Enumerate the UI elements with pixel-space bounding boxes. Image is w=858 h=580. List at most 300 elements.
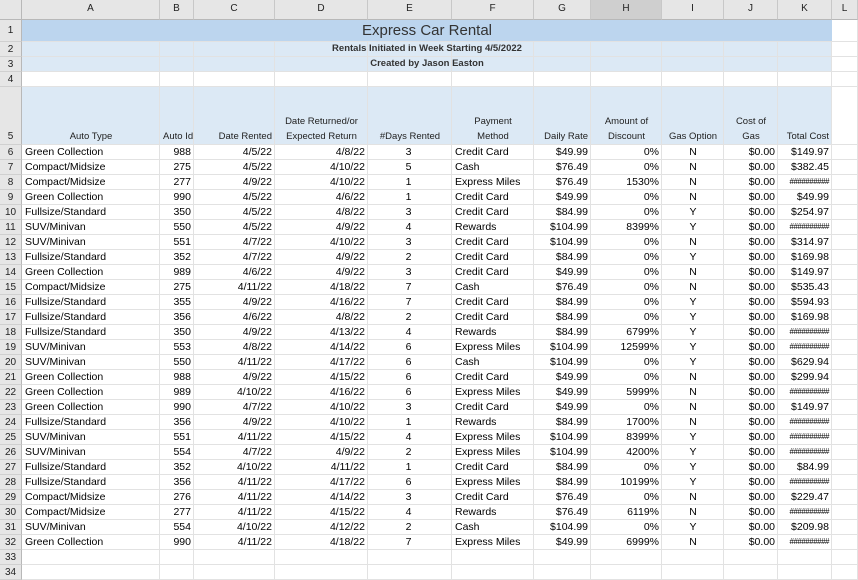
cell-cost-of-gas[interactable]: $0.00 — [748, 221, 775, 233]
cell[interactable] — [832, 20, 858, 42]
cell-gas-option[interactable]: N — [689, 371, 697, 383]
cell[interactable] — [832, 175, 858, 190]
cell-date-returned[interactable]: 4/9/22 — [335, 266, 365, 278]
cell-daily-rate[interactable]: $49.99 — [555, 371, 588, 383]
cell-daily-rate[interactable]: $84.99 — [555, 326, 588, 338]
cell-total-cost[interactable]: $229.47 — [791, 491, 829, 503]
row-header-6[interactable]: 6 — [0, 145, 22, 160]
cell[interactable] — [832, 295, 858, 310]
cell-discount[interactable]: 6799% — [626, 326, 659, 338]
cell-discount[interactable]: 0% — [643, 161, 659, 173]
cell-auto-id[interactable]: 352 — [173, 251, 191, 263]
row-header-21[interactable]: 21 — [0, 370, 22, 385]
cell-total-cost[interactable]: ########## — [789, 417, 829, 426]
cell-date-rented[interactable]: 4/5/22 — [242, 161, 272, 173]
cell-days-rented[interactable]: 2 — [405, 446, 412, 458]
cell-auto-id[interactable]: 355 — [173, 296, 191, 308]
cell-date-rented[interactable]: 4/10/22 — [236, 461, 272, 473]
cell-daily-rate[interactable]: $49.99 — [555, 191, 588, 203]
cell-discount[interactable]: 0% — [643, 281, 659, 293]
cell-payment-method[interactable]: Rewards — [455, 416, 497, 428]
cell[interactable] — [832, 340, 858, 355]
cell-auto-id[interactable]: 550 — [173, 221, 191, 233]
cell-daily-rate[interactable]: $76.49 — [555, 161, 588, 173]
cell-auto-type[interactable]: Compact/Midsize — [25, 506, 106, 518]
cell-days-rented[interactable]: 1 — [405, 191, 412, 203]
cell[interactable] — [832, 235, 858, 250]
cell-date-returned[interactable]: 4/18/22 — [329, 281, 365, 293]
cell[interactable] — [368, 565, 452, 580]
cell-gas-option[interactable]: N — [689, 281, 697, 293]
cell[interactable] — [832, 87, 858, 145]
column-header-i[interactable]: I — [662, 0, 724, 20]
cell-days-rented[interactable]: 3 — [405, 491, 412, 503]
cell[interactable] — [160, 550, 194, 565]
row-header-34[interactable]: 34 — [0, 565, 22, 580]
cell[interactable] — [452, 72, 534, 87]
row-header-30[interactable]: 30 — [0, 505, 22, 520]
cell-cost-of-gas[interactable]: $0.00 — [748, 281, 775, 293]
cell-daily-rate[interactable]: $76.49 — [555, 506, 588, 518]
cell-daily-rate[interactable]: $104.99 — [550, 431, 588, 443]
row-header-26[interactable]: 26 — [0, 445, 22, 460]
cell-gas-option[interactable]: Y — [689, 446, 697, 458]
cell-date-returned[interactable]: 4/9/22 — [335, 446, 365, 458]
cell-gas-option[interactable]: N — [689, 386, 697, 398]
row-header-22[interactable]: 22 — [0, 385, 22, 400]
cell-days-rented[interactable]: 3 — [405, 206, 412, 218]
cell-date-rented[interactable]: 4/11/22 — [237, 536, 272, 548]
cell-auto-id[interactable]: 550 — [173, 356, 191, 368]
row-header-13[interactable]: 13 — [0, 250, 22, 265]
column-header-h[interactable]: H — [591, 0, 662, 20]
row-header-19[interactable]: 19 — [0, 340, 22, 355]
row-header-31[interactable]: 31 — [0, 520, 22, 535]
cell-total-cost[interactable]: $84.99 — [796, 461, 829, 473]
row-header-17[interactable]: 17 — [0, 310, 22, 325]
cell-auto-type[interactable]: SUV/Minivan — [25, 341, 86, 353]
cell[interactable] — [832, 475, 858, 490]
cell-daily-rate[interactable]: $104.99 — [550, 236, 588, 248]
cell-payment-method[interactable]: Credit Card — [455, 401, 509, 413]
cell-total-cost[interactable]: $149.97 — [791, 266, 829, 278]
cell-total-cost[interactable]: $149.97 — [791, 146, 829, 158]
cell-discount[interactable]: 1530% — [626, 176, 659, 188]
cell-gas-option[interactable]: Y — [689, 461, 697, 473]
cell-total-cost[interactable]: ########## — [789, 432, 829, 441]
cell-date-rented[interactable]: 4/9/22 — [242, 416, 272, 428]
cell-cost-of-gas[interactable]: $0.00 — [748, 416, 775, 428]
cell-discount[interactable]: 0% — [643, 521, 659, 533]
cell-date-rented[interactable]: 4/5/22 — [242, 191, 272, 203]
cell[interactable] — [534, 565, 591, 580]
cell-auto-id[interactable]: 990 — [173, 536, 191, 548]
cell-gas-option[interactable]: N — [689, 266, 697, 278]
cell-daily-rate[interactable]: $104.99 — [550, 221, 588, 233]
cell[interactable] — [160, 72, 194, 87]
cell-auto-id[interactable]: 350 — [173, 206, 191, 218]
column-header-b[interactable]: B — [160, 0, 194, 20]
row-header-29[interactable]: 29 — [0, 490, 22, 505]
cell-daily-rate[interactable]: $76.49 — [555, 176, 588, 188]
cell-payment-method[interactable]: Rewards — [455, 326, 497, 338]
cell-daily-rate[interactable]: $49.99 — [555, 146, 588, 158]
cell-date-rented[interactable]: 4/7/22 — [242, 401, 272, 413]
cell-total-cost[interactable]: $629.94 — [791, 356, 829, 368]
cell-auto-type[interactable]: Compact/Midsize — [25, 281, 106, 293]
cell-discount[interactable]: 12599% — [620, 341, 659, 353]
cell-cost-of-gas[interactable]: $0.00 — [748, 326, 775, 338]
cell[interactable] — [832, 310, 858, 325]
cell-auto-type[interactable]: Fullsize/Standard — [25, 461, 107, 473]
cell-date-returned[interactable]: 4/14/22 — [329, 341, 365, 353]
cell-cost-of-gas[interactable]: $0.00 — [748, 191, 775, 203]
cell-gas-option[interactable]: Y — [689, 206, 697, 218]
cell-total-cost[interactable]: $209.98 — [791, 521, 829, 533]
cell-date-rented[interactable]: 4/11/22 — [237, 356, 272, 368]
cell[interactable] — [832, 355, 858, 370]
cell[interactable] — [832, 325, 858, 340]
cell-date-returned[interactable]: 4/9/22 — [335, 221, 365, 233]
cell-auto-id[interactable]: 989 — [173, 386, 191, 398]
row-header-23[interactable]: 23 — [0, 400, 22, 415]
cell-days-rented[interactable]: 6 — [405, 476, 412, 488]
cell-date-returned[interactable]: 4/8/22 — [335, 146, 365, 158]
cell-cost-of-gas[interactable]: $0.00 — [748, 296, 775, 308]
cell[interactable] — [452, 565, 534, 580]
column-header-l[interactable]: L — [832, 0, 858, 20]
cell-gas-option[interactable]: Y — [689, 251, 697, 263]
cell-payment-method[interactable]: Credit Card — [455, 371, 509, 383]
cell[interactable] — [832, 57, 858, 72]
cell-date-returned[interactable]: 4/16/22 — [329, 386, 365, 398]
row-header-20[interactable]: 20 — [0, 355, 22, 370]
cell-total-cost[interactable]: $382.45 — [791, 161, 829, 173]
cell-cost-of-gas[interactable]: $0.00 — [748, 371, 775, 383]
cell-total-cost[interactable]: ########## — [789, 477, 829, 486]
cell-daily-rate[interactable]: $104.99 — [550, 341, 588, 353]
cell-cost-of-gas[interactable]: $0.00 — [748, 401, 775, 413]
cell-auto-id[interactable]: 551 — [173, 431, 191, 443]
cell-cost-of-gas[interactable]: $0.00 — [748, 521, 775, 533]
cell-auto-id[interactable]: 277 — [173, 176, 191, 188]
cell-days-rented[interactable]: 2 — [405, 251, 412, 263]
row-header-11[interactable]: 11 — [0, 220, 22, 235]
cell-total-cost[interactable]: ########## — [789, 222, 829, 231]
cell[interactable] — [368, 550, 452, 565]
cell-daily-rate[interactable]: $84.99 — [555, 296, 588, 308]
cell-discount[interactable]: 8399% — [626, 431, 659, 443]
cell-date-returned[interactable]: 4/15/22 — [329, 371, 365, 383]
cell-cost-of-gas[interactable]: $0.00 — [748, 446, 775, 458]
cell-date-rented[interactable]: 4/8/22 — [242, 341, 272, 353]
cell-payment-method[interactable]: Express Miles — [455, 446, 521, 458]
cell[interactable] — [832, 400, 858, 415]
cell-daily-rate[interactable]: $49.99 — [555, 266, 588, 278]
cell-days-rented[interactable]: 6 — [405, 356, 412, 368]
cell-auto-id[interactable]: 990 — [173, 191, 191, 203]
cell[interactable] — [832, 490, 858, 505]
cell-discount[interactable]: 0% — [643, 491, 659, 503]
cell-days-rented[interactable]: 4 — [405, 221, 412, 233]
cell-cost-of-gas[interactable]: $0.00 — [748, 341, 775, 353]
cell-total-cost[interactable]: $594.93 — [791, 296, 829, 308]
cell-gas-option[interactable]: N — [689, 536, 697, 548]
cell-total-cost[interactable]: $149.97 — [791, 401, 829, 413]
cell-total-cost[interactable]: $169.98 — [791, 311, 829, 323]
cell-auto-type[interactable]: Fullsize/Standard — [25, 251, 107, 263]
cell-auto-id[interactable]: 989 — [173, 266, 191, 278]
cell[interactable] — [534, 72, 591, 87]
cell[interactable] — [22, 72, 160, 87]
cell-cost-of-gas[interactable]: $0.00 — [748, 491, 775, 503]
cell-daily-rate[interactable]: $104.99 — [550, 356, 588, 368]
cell[interactable] — [724, 72, 778, 87]
cell-gas-option[interactable]: N — [689, 236, 697, 248]
cell[interactable] — [832, 460, 858, 475]
cell-date-returned[interactable]: 4/14/22 — [329, 491, 365, 503]
cell-payment-method[interactable]: Credit Card — [455, 296, 509, 308]
cell-discount[interactable]: 0% — [643, 251, 659, 263]
cell-payment-method[interactable]: Express Miles — [455, 341, 521, 353]
cell-gas-option[interactable]: Y — [689, 521, 697, 533]
cell-auto-id[interactable]: 277 — [173, 506, 191, 518]
cell-days-rented[interactable]: 3 — [405, 401, 412, 413]
cell-discount[interactable]: 0% — [643, 461, 659, 473]
cell-auto-type[interactable]: SUV/Minivan — [25, 356, 86, 368]
cell-daily-rate[interactable]: $84.99 — [555, 251, 588, 263]
cell-cost-of-gas[interactable]: $0.00 — [748, 266, 775, 278]
cell-auto-type[interactable]: Green Collection — [25, 386, 104, 398]
cell-auto-type[interactable]: SUV/Minivan — [25, 521, 86, 533]
cell[interactable] — [832, 72, 858, 87]
cell-cost-of-gas[interactable]: $0.00 — [748, 146, 775, 158]
cell-auto-type[interactable]: Compact/Midsize — [25, 161, 106, 173]
row-header-18[interactable]: 18 — [0, 325, 22, 340]
cell-date-rented[interactable]: 4/11/22 — [237, 491, 272, 503]
select-all-corner[interactable] — [0, 0, 22, 20]
cell-discount[interactable]: 0% — [643, 266, 659, 278]
cell-payment-method[interactable]: Express Miles — [455, 536, 521, 548]
cell-date-returned[interactable]: 4/17/22 — [329, 476, 365, 488]
column-header-d[interactable]: D — [275, 0, 368, 20]
cell-daily-rate[interactable]: $84.99 — [555, 311, 588, 323]
cell-auto-type[interactable]: SUV/Minivan — [25, 446, 86, 458]
cell-date-returned[interactable]: 4/10/22 — [329, 416, 365, 428]
cell-total-cost[interactable]: ########## — [789, 387, 829, 396]
row-header-1[interactable]: 1 — [0, 20, 22, 42]
cell-gas-option[interactable]: N — [689, 191, 697, 203]
row-header-4[interactable]: 4 — [0, 72, 22, 87]
cell-auto-id[interactable]: 275 — [173, 161, 191, 173]
cell-gas-option[interactable]: Y — [689, 476, 697, 488]
cell-date-returned[interactable]: 4/10/22 — [329, 176, 365, 188]
cell-auto-id[interactable]: 352 — [173, 461, 191, 473]
cell-payment-method[interactable]: Cash — [455, 521, 480, 533]
cell[interactable] — [832, 550, 858, 565]
cell-days-rented[interactable]: 4 — [405, 326, 412, 338]
cell-payment-method[interactable]: Express Miles — [455, 431, 521, 443]
cell[interactable] — [160, 565, 194, 580]
cell-payment-method[interactable]: Express Miles — [455, 386, 521, 398]
cell-date-rented[interactable]: 4/7/22 — [242, 251, 272, 263]
cell-payment-method[interactable]: Express Miles — [455, 176, 521, 188]
cell-date-rented[interactable]: 4/11/22 — [237, 506, 272, 518]
cell-cost-of-gas[interactable]: $0.00 — [748, 176, 775, 188]
cell-cost-of-gas[interactable]: $0.00 — [748, 236, 775, 248]
cell-daily-rate[interactable]: $104.99 — [550, 521, 588, 533]
cell-discount[interactable]: 5999% — [626, 386, 659, 398]
cell-gas-option[interactable]: Y — [689, 296, 697, 308]
cell[interactable] — [832, 220, 858, 235]
column-header-k[interactable]: K — [778, 0, 832, 20]
cell-days-rented[interactable]: 1 — [405, 176, 412, 188]
cell-cost-of-gas[interactable]: $0.00 — [748, 161, 775, 173]
cell-auto-id[interactable]: 356 — [173, 311, 191, 323]
cell[interactable] — [194, 550, 275, 565]
cell-auto-type[interactable]: Compact/Midsize — [25, 491, 106, 503]
cell[interactable] — [534, 550, 591, 565]
cell-date-rented[interactable]: 4/5/22 — [242, 221, 272, 233]
cell[interactable] — [591, 565, 662, 580]
cell[interactable] — [832, 42, 858, 57]
cell[interactable] — [832, 430, 858, 445]
cell-date-rented[interactable]: 4/10/22 — [236, 521, 272, 533]
cell-gas-option[interactable]: N — [689, 146, 697, 158]
cell-days-rented[interactable]: 5 — [405, 161, 412, 173]
cell-auto-id[interactable]: 350 — [173, 326, 191, 338]
cell-daily-rate[interactable]: $84.99 — [555, 476, 588, 488]
cell[interactable] — [778, 565, 832, 580]
cell-total-cost[interactable]: ########## — [789, 177, 829, 186]
column-header-c[interactable]: C — [194, 0, 275, 20]
cell-date-returned[interactable]: 4/6/22 — [335, 191, 365, 203]
cell-date-returned[interactable]: 4/10/22 — [329, 236, 365, 248]
cell-total-cost[interactable]: $535.43 — [791, 281, 829, 293]
cell[interactable] — [832, 445, 858, 460]
column-header-j[interactable]: J — [724, 0, 778, 20]
cell-auto-id[interactable]: 990 — [173, 401, 191, 413]
cell-total-cost[interactable]: ########## — [789, 342, 829, 351]
cell-payment-method[interactable]: Cash — [455, 161, 480, 173]
cell-date-rented[interactable]: 4/5/22 — [242, 146, 272, 158]
cell-discount[interactable]: 0% — [643, 146, 659, 158]
cell-days-rented[interactable]: 6 — [405, 386, 412, 398]
cell-daily-rate[interactable]: $84.99 — [555, 416, 588, 428]
cell-date-rented[interactable]: 4/7/22 — [242, 236, 272, 248]
cell-days-rented[interactable]: 3 — [405, 266, 412, 278]
cell-payment-method[interactable]: Rewards — [455, 506, 497, 518]
cell[interactable] — [275, 72, 368, 87]
cell-cost-of-gas[interactable]: $0.00 — [748, 461, 775, 473]
cell[interactable] — [275, 550, 368, 565]
cell-gas-option[interactable]: N — [689, 506, 697, 518]
cell-total-cost[interactable]: ########## — [789, 507, 829, 516]
row-header-28[interactable]: 28 — [0, 475, 22, 490]
cell-payment-method[interactable]: Credit Card — [455, 146, 509, 158]
cell-gas-option[interactable]: N — [689, 491, 697, 503]
cell[interactable] — [22, 550, 160, 565]
cell-auto-type[interactable]: Compact/Midsize — [25, 176, 106, 188]
cell-cost-of-gas[interactable]: $0.00 — [748, 251, 775, 263]
cell-payment-method[interactable]: Credit Card — [455, 236, 509, 248]
cell-total-cost[interactable]: $314.97 — [791, 236, 829, 248]
cell-days-rented[interactable]: 4 — [405, 431, 412, 443]
cell-days-rented[interactable]: 2 — [405, 311, 412, 323]
cell-daily-rate[interactable]: $49.99 — [555, 536, 588, 548]
cell-date-rented[interactable]: 4/9/22 — [242, 176, 272, 188]
row-header-25[interactable]: 25 — [0, 430, 22, 445]
cell-days-rented[interactable]: 4 — [405, 506, 412, 518]
cell-date-returned[interactable]: 4/8/22 — [335, 206, 365, 218]
cell-date-returned[interactable]: 4/10/22 — [329, 401, 365, 413]
cell[interactable] — [832, 385, 858, 400]
cell-discount[interactable]: 10199% — [620, 476, 659, 488]
cell-total-cost[interactable]: ########## — [789, 447, 829, 456]
cell[interactable] — [832, 265, 858, 280]
cell[interactable] — [662, 565, 724, 580]
cell-discount[interactable]: 1700% — [626, 416, 659, 428]
cell-gas-option[interactable]: N — [689, 401, 697, 413]
cell-cost-of-gas[interactable]: $0.00 — [748, 386, 775, 398]
cell-payment-method[interactable]: Credit Card — [455, 266, 509, 278]
cell[interactable] — [724, 550, 778, 565]
cell-auto-id[interactable]: 554 — [173, 521, 191, 533]
cell[interactable] — [778, 72, 832, 87]
row-header-24[interactable]: 24 — [0, 415, 22, 430]
cell-discount[interactable]: 0% — [643, 206, 659, 218]
cell-auto-type[interactable]: Green Collection — [25, 371, 104, 383]
cell-discount[interactable]: 0% — [643, 236, 659, 248]
cell-date-returned[interactable]: 4/18/22 — [329, 536, 365, 548]
cell-date-rented[interactable]: 4/5/22 — [242, 206, 272, 218]
cell-cost-of-gas[interactable]: $0.00 — [748, 356, 775, 368]
cell-date-returned[interactable]: 4/15/22 — [329, 506, 365, 518]
cell-discount[interactable]: 0% — [643, 296, 659, 308]
cell-payment-method[interactable]: Credit Card — [455, 251, 509, 263]
cell-cost-of-gas[interactable]: $0.00 — [748, 536, 775, 548]
cell-total-cost[interactable]: $169.98 — [791, 251, 829, 263]
cell-payment-method[interactable]: Credit Card — [455, 311, 509, 323]
cell-gas-option[interactable]: N — [689, 176, 697, 188]
column-header-e[interactable]: E — [368, 0, 452, 20]
cell-daily-rate[interactable]: $84.99 — [555, 461, 588, 473]
row-header-27[interactable]: 27 — [0, 460, 22, 475]
cell[interactable] — [778, 550, 832, 565]
cell-discount[interactable]: 4200% — [626, 446, 659, 458]
row-header-12[interactable]: 12 — [0, 235, 22, 250]
cell-auto-id[interactable]: 356 — [173, 476, 191, 488]
cell[interactable] — [22, 565, 160, 580]
row-header-8[interactable]: 8 — [0, 175, 22, 190]
cell[interactable] — [832, 280, 858, 295]
cell-auto-id[interactable]: 551 — [173, 236, 191, 248]
cell[interactable] — [452, 550, 534, 565]
cell-auto-type[interactable]: Fullsize/Standard — [25, 206, 107, 218]
cell-auto-type[interactable]: Fullsize/Standard — [25, 326, 107, 338]
cell-total-cost[interactable]: ########## — [789, 537, 829, 546]
cell-daily-rate[interactable]: $49.99 — [555, 386, 588, 398]
cell-date-returned[interactable]: 4/17/22 — [329, 356, 365, 368]
cell-discount[interactable]: 0% — [643, 356, 659, 368]
cell[interactable] — [832, 505, 858, 520]
cell-cost-of-gas[interactable]: $0.00 — [748, 506, 775, 518]
cell-auto-type[interactable]: Green Collection — [25, 536, 104, 548]
cell-auto-type[interactable]: Fullsize/Standard — [25, 311, 107, 323]
cell-date-rented[interactable]: 4/11/22 — [237, 431, 272, 443]
cell-auto-id[interactable]: 356 — [173, 416, 191, 428]
cell[interactable] — [662, 550, 724, 565]
